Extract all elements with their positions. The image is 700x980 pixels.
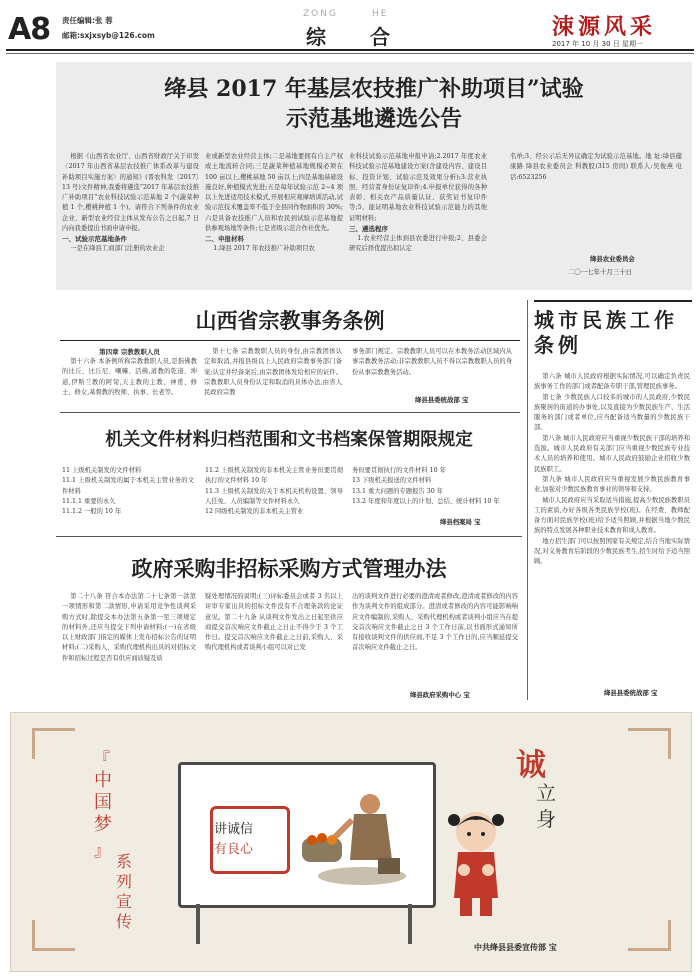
archive-item: 13 下级机关报送的文件材料 — [352, 477, 432, 485]
email-label: 邮箱:sxjxsyb@126.com — [62, 31, 155, 40]
religion-rule — [60, 340, 520, 341]
archive-item: 11.1 上级机关制发的属于本机关主管业务的文件材料 — [62, 477, 194, 495]
ethnic-item: 地方招生部门可以按照国家有关规定,结合当地实际情况,对义务教育后阶段的少数民族考生,招生时给予适当照顾。 — [534, 537, 690, 566]
page-number: A8 — [8, 12, 51, 47]
procurement-col-3 — [352, 592, 518, 654]
integrity-phrase: 立身 — [536, 781, 556, 831]
poster-corner-ornament — [628, 728, 671, 759]
signboard-pole — [196, 904, 200, 944]
notice-col-4-text: 名单;3、经公示后无异议确定为试验示范基地。地 址:绛县健康路 绛县农业委员会 科教股(315 房间) 联系人:吴俊燕 电 话:6523256 — [510, 153, 682, 181]
procurement-title: 政府采购非招标采购方式管理办法 — [131, 557, 447, 581]
procurement-signature: 绛县政府采购中心 宝 — [410, 691, 470, 699]
procurement-col-3-text: 出的谈判文件进行必要的澄清或者修改,澄清或者修改的内容作为谈判文件的组成部分。澄清或者修改的内容可能影响响应文件编制的,采购人、采购代理机构或者谈判小组应当在提交首次响应文件截止之日 3 个工作日前,以书面形式通知所有接收谈判文件的供应商,不足 3 个工作日的,应当顺延提交首次响应文件截止之日。 — [352, 593, 518, 652]
notice-col-4 — [510, 152, 682, 183]
ethnic-item: 城市人民政府应当采取适当措施,提高少数民族教职员工的素质,办好各级各类民族学校(班)。在经费、教师配备方面对民族学校(班)给予适当照顾,并根据当地少数民族的特点发展各种职业技术教育和成人教育。 — [534, 496, 690, 535]
procurement-col-2 — [205, 592, 343, 654]
notice-col-3-heading: 三、遴选程序 — [349, 225, 388, 234]
archive-item: 务但要贯彻执行的文件材料 10 年 — [352, 467, 446, 474]
notice-col-3-tail: 1.农业经营主体到县农委进行申报;2、县委会研究后择优提出拟认定 — [349, 235, 487, 253]
notice-col-1 — [62, 152, 199, 255]
notice-col-1-tail: 一是在绛县工商部门注册的农业企 — [70, 245, 165, 253]
notice-col-1-heading: 一、试验示范基地条件 — [62, 235, 127, 244]
badge-line-1: 讲诚信 — [214, 822, 254, 837]
ethnic-item: 第九条 城市人民政府应当重视发展少数民族教育事业,加强对少数民族教育事业的领导和支持。 — [534, 475, 690, 494]
archive-item: 11.3 上级机关制发的关于本机关机构设置、领导人任免、人员编制等文件材料永久 — [205, 487, 343, 505]
integrity-char: 诚 — [516, 748, 546, 783]
procurement-col-2-text: 疑处理情况的说明;(三)评标委员会或者 3 名以上评审专家出具的招标文件没有不合理条款的论证意见。第二十九条 从谈判文件发出之日起至供应商提交首次响应文件截止之日止不得少于 3 个工作日。提交首次响应文件截止之日前,采购人、采购代理机构或者谈判小组可以对已发 — [205, 593, 343, 652]
archive-col-1 — [62, 466, 194, 517]
badge-line-2: 有良心 — [214, 842, 254, 857]
craftsman-illustration — [292, 780, 412, 890]
issue-date: 2017 年 10 月 30 日 星期一 — [552, 40, 643, 48]
religion-col-3-text: 事务部门规定。宗教教职人员可以在本教务活动区域内从事宗教教务活动;非宗教教职人员不得以宗教教职人员的身份从事宗教教务活动。 — [352, 348, 512, 376]
notice-col-2-heading: 二、申报材料 — [205, 235, 244, 244]
notice-title-line-1: 绛县 2017 年基层农技推广补助项目”试验 — [164, 76, 584, 102]
ethnic-top-rule — [534, 300, 692, 302]
archive-item: 13.2 年度和年度以上的计划、总结、统计材料 10 年 — [352, 497, 500, 505]
header-rule — [6, 49, 694, 51]
religion-col-2 — [204, 347, 342, 398]
religion-col-2-text: 第十七条 宗教教职人员的身份,由宗教团体认定和取消,并报县级以上人民政府宗教事务部门备案;认定并经备案后,由宗教团体发给相应的证件。宗教教职人员身份认定和取消的具体办法,由省人民政府宗教 — [204, 348, 342, 397]
signboard-pole — [408, 904, 412, 944]
notice-col-2 — [205, 152, 343, 255]
notice-signature-date: 二〇一七年十月三十日 — [568, 268, 632, 276]
notice-col-1-text: 根据《山西省农业厅、山西省财政厅关于印发〈2017 年山西省基层农技推广体系改革与建设补助项目实施方案〉的通知》(晋农科发〔2017〕13 号)文件精神,我委将遴选“2017 年基层农技推广补助项目”农业科技试验示范基地 2 个(蔬菜种植 1 个,樱桃种植 1 个)。请符合下列条件的农业企业、新型农业经营主体从发布公告之日起,7 日内向我委提出书面申请申报。 — [62, 153, 199, 233]
notice-col-2-tail: 1.绛县 2017 年农技推广补助项目农 — [213, 245, 315, 253]
section-title-char-1: 综 — [306, 25, 326, 49]
archive-bottom-rule — [56, 536, 522, 537]
archive-item: 11.2 上级机关制发的非本机关主管业务但要贯彻执行的文件材料 10 年 — [205, 467, 343, 485]
paper-name: 涑源风采 — [552, 14, 657, 40]
archive-item: 11 上级机关制发的文件材料 — [62, 467, 142, 474]
section-title-char-2: 合 — [370, 25, 390, 49]
child-figure-illustration — [440, 806, 512, 924]
religion-col-3 — [352, 347, 512, 378]
archive-item: 11.1.1 重要的永久 — [62, 497, 116, 505]
series-quote-open: 『 — [94, 749, 111, 768]
ethnic-item: 第六条 城市人民政府根据实际情况,可以确定负责民族事务工作的部门或者配备专职干部,管理民族事务。 — [534, 373, 690, 391]
column-divider — [527, 300, 528, 700]
religion-title: 山西省宗教事务条例 — [195, 309, 385, 333]
ethnic-item: 第七条 少数民族人口较多的城市的人民政府,少数民族聚居的街道的办事处,以及直接为少数民族生产、生活服务的部门或者单位,应当配备适当数量的少数民族干部。 — [534, 393, 690, 432]
series-title: 中国梦 — [94, 770, 112, 835]
series-subtitle: 系列宣传 — [116, 852, 133, 931]
archive-signature: 绛县档案局 宝 — [440, 518, 481, 526]
religion-col-1 — [62, 347, 197, 398]
ethnic-signature: 绛县县委统战部 宝 — [604, 689, 658, 697]
religion-signature: 绛县县委统战部 宝 — [415, 396, 469, 404]
procurement-col-1 — [62, 592, 196, 664]
archive-col-3 — [352, 466, 518, 507]
poster-corner-ornament — [32, 920, 75, 951]
religion-col-1-text: 第十六条 本条例所称宗教教职人员,是指佛教的比丘、比丘尼、喇嘛、活佛,道教的乾道、坤道,伊斯兰教的阿訇,天主教的主教、神甫、修士、修女,基督教的牧师、执事、长老等。 — [62, 358, 197, 396]
religion-chapter: 第四章 宗教教职人员 — [99, 348, 160, 356]
notice-signature-org: 绛县农业委员会 — [590, 255, 635, 263]
section-pinyin-2: HE — [372, 9, 389, 19]
notice-col-3-text: 业科技试验示范基地申报申请;2.2017 年度农业科技试验示范基地建设方案(含建设内容、建设目标、投资计划、试验示范及效果分析);3.营业执照、经营者身份证复印件;4.申报单位获得的各种表彰、相关农产品质量认证、获奖证书复印件等;5、能证明基地农业科技试验示范能力的其他证明材料; — [349, 153, 487, 222]
editor-label: 责任编辑:张 蓉 — [62, 16, 113, 25]
section-pinyin-1: ZONG — [303, 9, 338, 19]
archive-item: 13.1 重大问题的专题报告 30 年 — [352, 487, 444, 495]
notice-col-2-text: 业或新型农业经营主体;二是基地要拥有自主产权或土地流转合同;三是蔬菜种植基地规模必须在 100 亩以上,樱桃基地 50 亩以上;四是基地基础设施良好,种植模式先进;五是每年试验示范 2~4 项以上先进适用技术模式,开展相应观摩培训活动,试验示范技术覆盖率不低于全县同作物面积的 30%;六是具备农技推广人员和农民到试验示范基地提供参观场地等条件;七是省级示范合作社优先。 — [205, 153, 343, 233]
ethnic-item: 第八条 城市人民政府应当重视少数民族干部的培养和选拔。城市人民政府有关部门应当重视少数民族专业技术人员的培养和使用。城市人民政府鼓励企业招收少数民族职工。 — [534, 434, 690, 473]
procurement-col-1-text: 第二十八条 符合本办法第二十七条第一款第一项情形和第二款情形,申请采用竞争性谈判采购方式时,除提交本办法第五条第一至三项规定的材料外,还应当提交下列申请材料:(一)在省级以上财政部门指定的媒体上发布招标公告的证明材料;(二)采购人、采购代理机构出具的对招标文件和招标过程是否有供应商质疑及质 — [62, 593, 196, 662]
religion-bottom-rule — [60, 412, 520, 413]
archive-item: 12 同级机关制发的非本机关主管业 — [205, 508, 304, 516]
archive-title: 机关文件材料归档范围和文书档案保管期限规定 — [105, 430, 473, 450]
archive-item: 11.1.2 一般的 10 年 — [62, 508, 122, 516]
poster-signature: 中共绛县县委宣传部 宝 — [474, 943, 557, 952]
header-rule-thin — [6, 53, 694, 54]
poster-corner-ornament — [628, 920, 671, 951]
notice-col-3 — [349, 152, 487, 255]
ethnic-title: 城市民族工作条例 — [534, 308, 678, 357]
notice-title-line-2: 示范基地遴选公告 — [285, 106, 462, 132]
series-quote-close: 』 — [94, 841, 111, 860]
poster-corner-ornament — [32, 728, 75, 759]
archive-col-2 — [205, 466, 343, 517]
ethnic-body — [534, 372, 690, 568]
